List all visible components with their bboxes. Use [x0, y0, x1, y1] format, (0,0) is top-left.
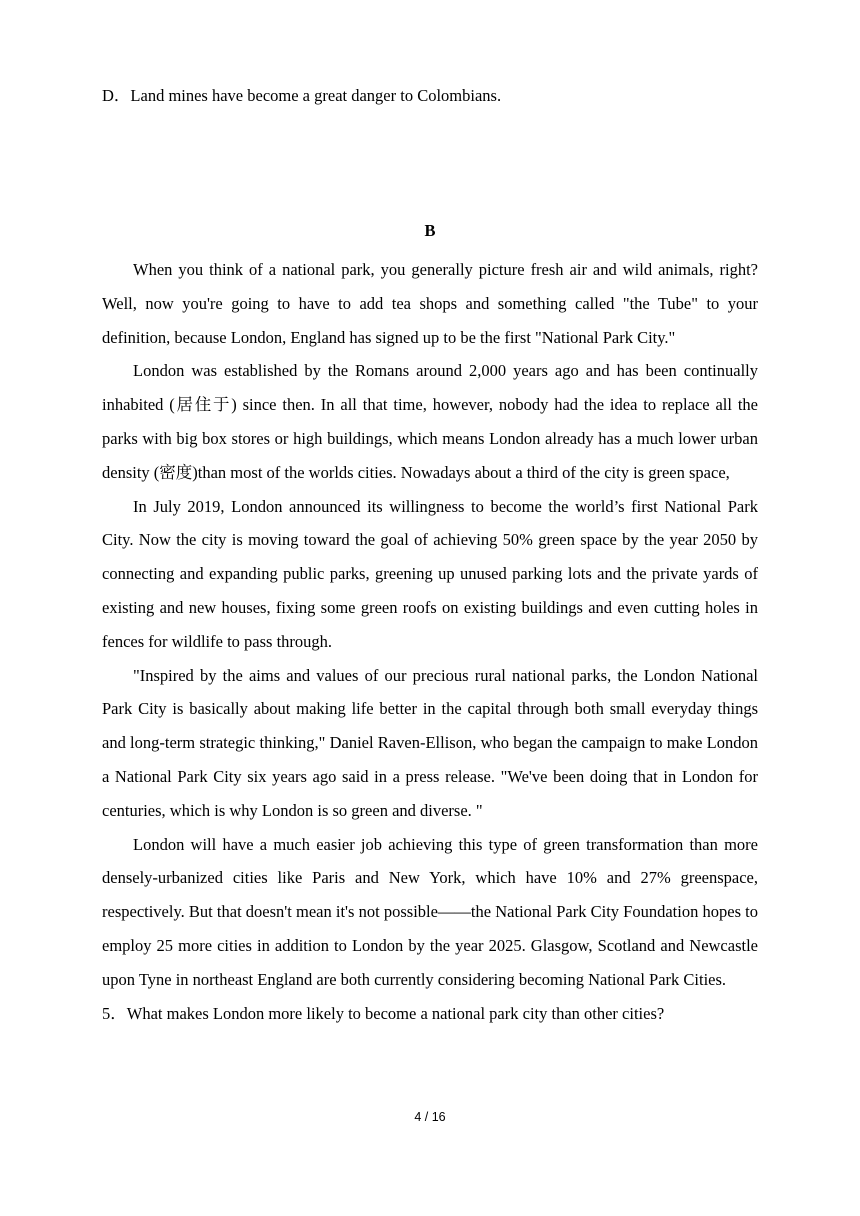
page-number: 4 / 16 [414, 1110, 446, 1124]
section-title: B [424, 221, 436, 240]
paragraph-3: In July 2019, London announced its willingness to become the world’s first National Park City. Now the city is moving toward the goal of achieving 50% green space by the year 2050 by connecting and expanding public parks, greening up unused parking lots and the private yards of existing and new houses, fixing some green roofs on existing buildings and even cutting holes in fences for wildlife to pass through. [102, 496, 758, 651]
answer-option-d: D．Land mines have become a great danger to Colombians. [102, 86, 502, 105]
paragraph-5: London will have a much easier job achieving this type of green transformation than more densely-urbanized cities like Paris and New York, which have 10% and 27% greenspace, respectively. But that doesn't mean it's not possible——the National Park City Foundation hopes to employ 25 more cities in addition to London by the year 2025. Glasgow, Scotland and Newcastle upon Tyne in northeast England are both currently considering becoming National Park Cities. [102, 834, 758, 989]
paragraph-4: "Inspired by the aims and values of our precious rural national parks, the London National Park City is basically about making life better in the capital through both small everyday things and long-term strategic thinking," Daniel Raven-Ellison, who began the campaign to make London a National Park City six years ago said in a press release. "We've been doing that in London for centuries, which is why London is so green and diverse. " [102, 665, 758, 820]
paragraph-2: London was established by the Romans around 2,000 years ago and has been continually inhabited (居住于) since then. In all that time, however, nobody had the idea to replace all the parks with big box stores or high buildings, which means London already has a much lower urban density (密度)than most of the worlds cities. Nowadays about a third of the city is green space, [102, 361, 758, 482]
question-5: 5．What makes London more likely to become a national park city than other cities? [102, 1003, 665, 1023]
paragraph-1: When you think of a national park, you generally picture fresh air and wild animals, right? Well, now you're going to have to add tea shops and something called "the Tube" to your definition, because London, England has signed up to be the first "National Park City." [102, 260, 758, 347]
passage-body [102, 253, 758, 1030]
